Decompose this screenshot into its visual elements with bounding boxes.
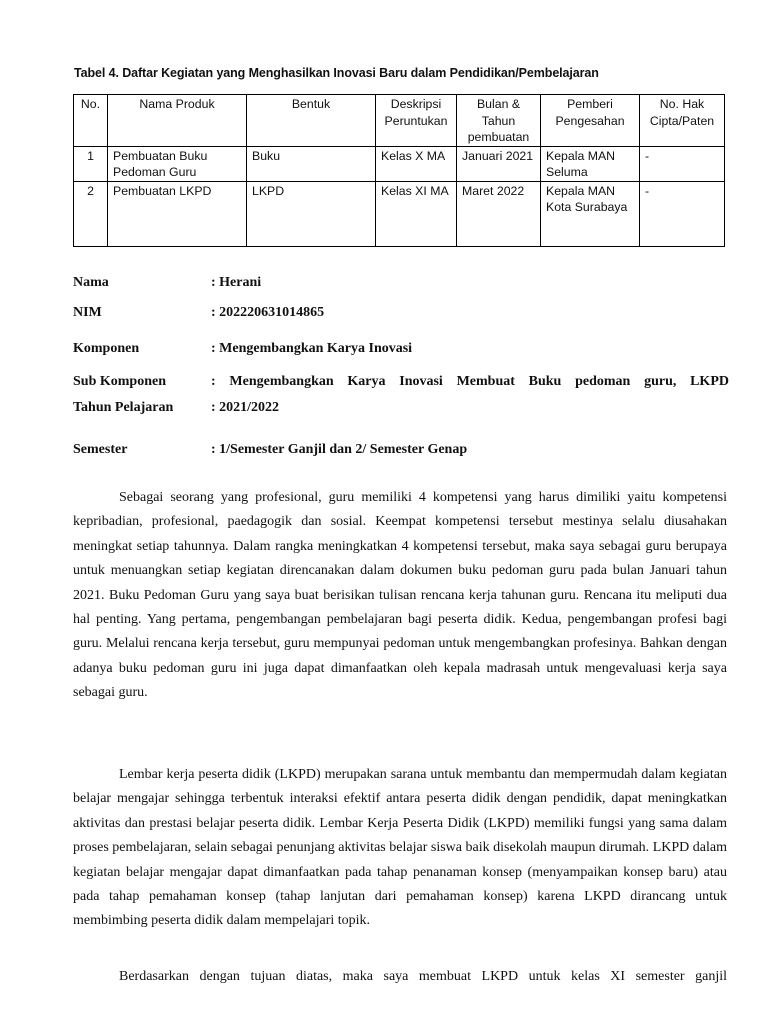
table-cell: Buku <box>247 146 376 181</box>
table-cell: 1 <box>74 146 108 181</box>
header-cell: Nama Produk <box>108 95 247 147</box>
subkomponen-value: : Mengembangkan Karya Inovasi Membuat Buku pedoman guru, LKPD <box>211 374 729 389</box>
paragraph-text: Berdasarkan dengan tujuan diatas, maka saya membuat LKPD untuk kelas XI semester ganjil <box>119 969 727 984</box>
paragraph-text: Lembar kerja peserta didik (LKPD) merupakan sarana untuk membantu dan mempermudah dalam kegiatan belajar mengajar sehingga terbentuk interaksi efektif antara peserta didik dengan pendidik, dapat meningkatkan aktivitas dan prestasi belajar peserta didik. Lembar Kerja Peserta Didik (LKPD) memiliki fungsi yang sama dalam proses pembelajaran, selain sebagai penunjang aktivitas belajar siswa baik disekolah maupun dirumah. LKPD dalam kegiatan belajar mengajar dapat dimanfaatkan pada tahap penanaman konsep (menyampaikan konsep baru) atau pada tahap pemahaman konsep (tahap lanjutan dari pemahaman konsep) karena LKPD dirancang untuk membimbing peserta didik dalam mempelajari topik. <box>73 767 727 929</box>
paragraph-1 <box>73 486 727 706</box>
table-cell: Kepala MAN Seluma <box>541 146 640 181</box>
table-row <box>74 146 725 181</box>
table-cell: Pembuatan LKPD <box>108 181 247 246</box>
header-cell: Deskripsi Peruntukan <box>376 95 457 147</box>
table-cell: Januari 2021 <box>457 146 541 181</box>
header-cell: Pemberi Pengesahan <box>541 95 640 147</box>
table-cell: - <box>640 181 725 246</box>
tahun-value: : 2021/2022 <box>211 400 280 415</box>
paragraph-text: Sebagai seorang yang profesional, guru memiliki 4 kompetensi yang harus dimiliki yaitu kompetensi kepribadian, profesional, paedagogik dan sosial. Keempat kompetensi tersebut mestinya selalu diusahakan meningkat setiap tahunnya. Dalam rangka meningkatkan 4 kompetensi tersebut, maka saya sebagai guru berupaya untuk menuangkan setiap kegiatan direncanakan dalam dokumen buku pedoman guru pada bulan Januari tahun 2021. Buku Pedoman Guru yang saya buat berisikan tulisan rencana kerja tahunan guru. Rencana itu meliputi dua hal penting. Yang pertama, pengembangan pembelajaran bagi peserta didik. Kedua, pengembangan profesi bagi guru. Melalui rencana kerja tersebut, guru mempunyai pedoman untuk mengembangkan profesinya. Bahkan dengan adanya buku pedoman guru ini juga dapat dimanfaatkan oleh kepala madrasah untuk mengevaluasi kerja saya sebagai guru. <box>73 490 727 701</box>
header-cell: Bentuk <box>247 95 376 147</box>
nim-value: : 202220631014865 <box>211 305 325 320</box>
table-cell: Kelas X MA <box>376 146 457 181</box>
subkomponen-label: Sub Komponen <box>73 374 166 389</box>
tahun-label: Tahun Pelajaran <box>73 400 174 415</box>
semester-label: Semester <box>73 442 128 457</box>
table-title: Tabel 4. Daftar Kegiatan yang Menghasilkan Inovasi Baru dalam Pendidikan/Pembelajaran <box>74 66 599 80</box>
innovation-table <box>73 94 725 247</box>
header-cell: Bulan & Tahun pembuatan <box>457 95 541 147</box>
nama-label: Nama <box>73 275 109 290</box>
semester-value: : 1/Semester Ganjil dan 2/ Semester Genap <box>211 442 468 457</box>
header-cell: No. Hak Cipta/Paten <box>640 95 725 147</box>
table-row <box>74 181 725 246</box>
table-cell: Kelas XI MA <box>376 181 457 246</box>
table-header-row <box>74 95 725 147</box>
header-cell: No. <box>74 95 108 147</box>
table-cell: Pembuatan Buku Pedoman Guru <box>108 146 247 181</box>
table-cell: LKPD <box>247 181 376 246</box>
table-cell: Maret 2022 <box>457 181 541 246</box>
table-cell: 2 <box>74 181 108 246</box>
komponen-label: Komponen <box>73 341 140 356</box>
paragraph-2 <box>73 763 727 934</box>
nim-label: NIM <box>73 305 102 320</box>
komponen-value: : Mengembangkan Karya Inovasi <box>211 341 413 356</box>
table-cell: - <box>640 146 725 181</box>
nama-value: : Herani <box>211 275 262 290</box>
paragraph-3 <box>73 965 727 989</box>
table-cell: Kepala MAN Kota Surabaya <box>541 181 640 246</box>
